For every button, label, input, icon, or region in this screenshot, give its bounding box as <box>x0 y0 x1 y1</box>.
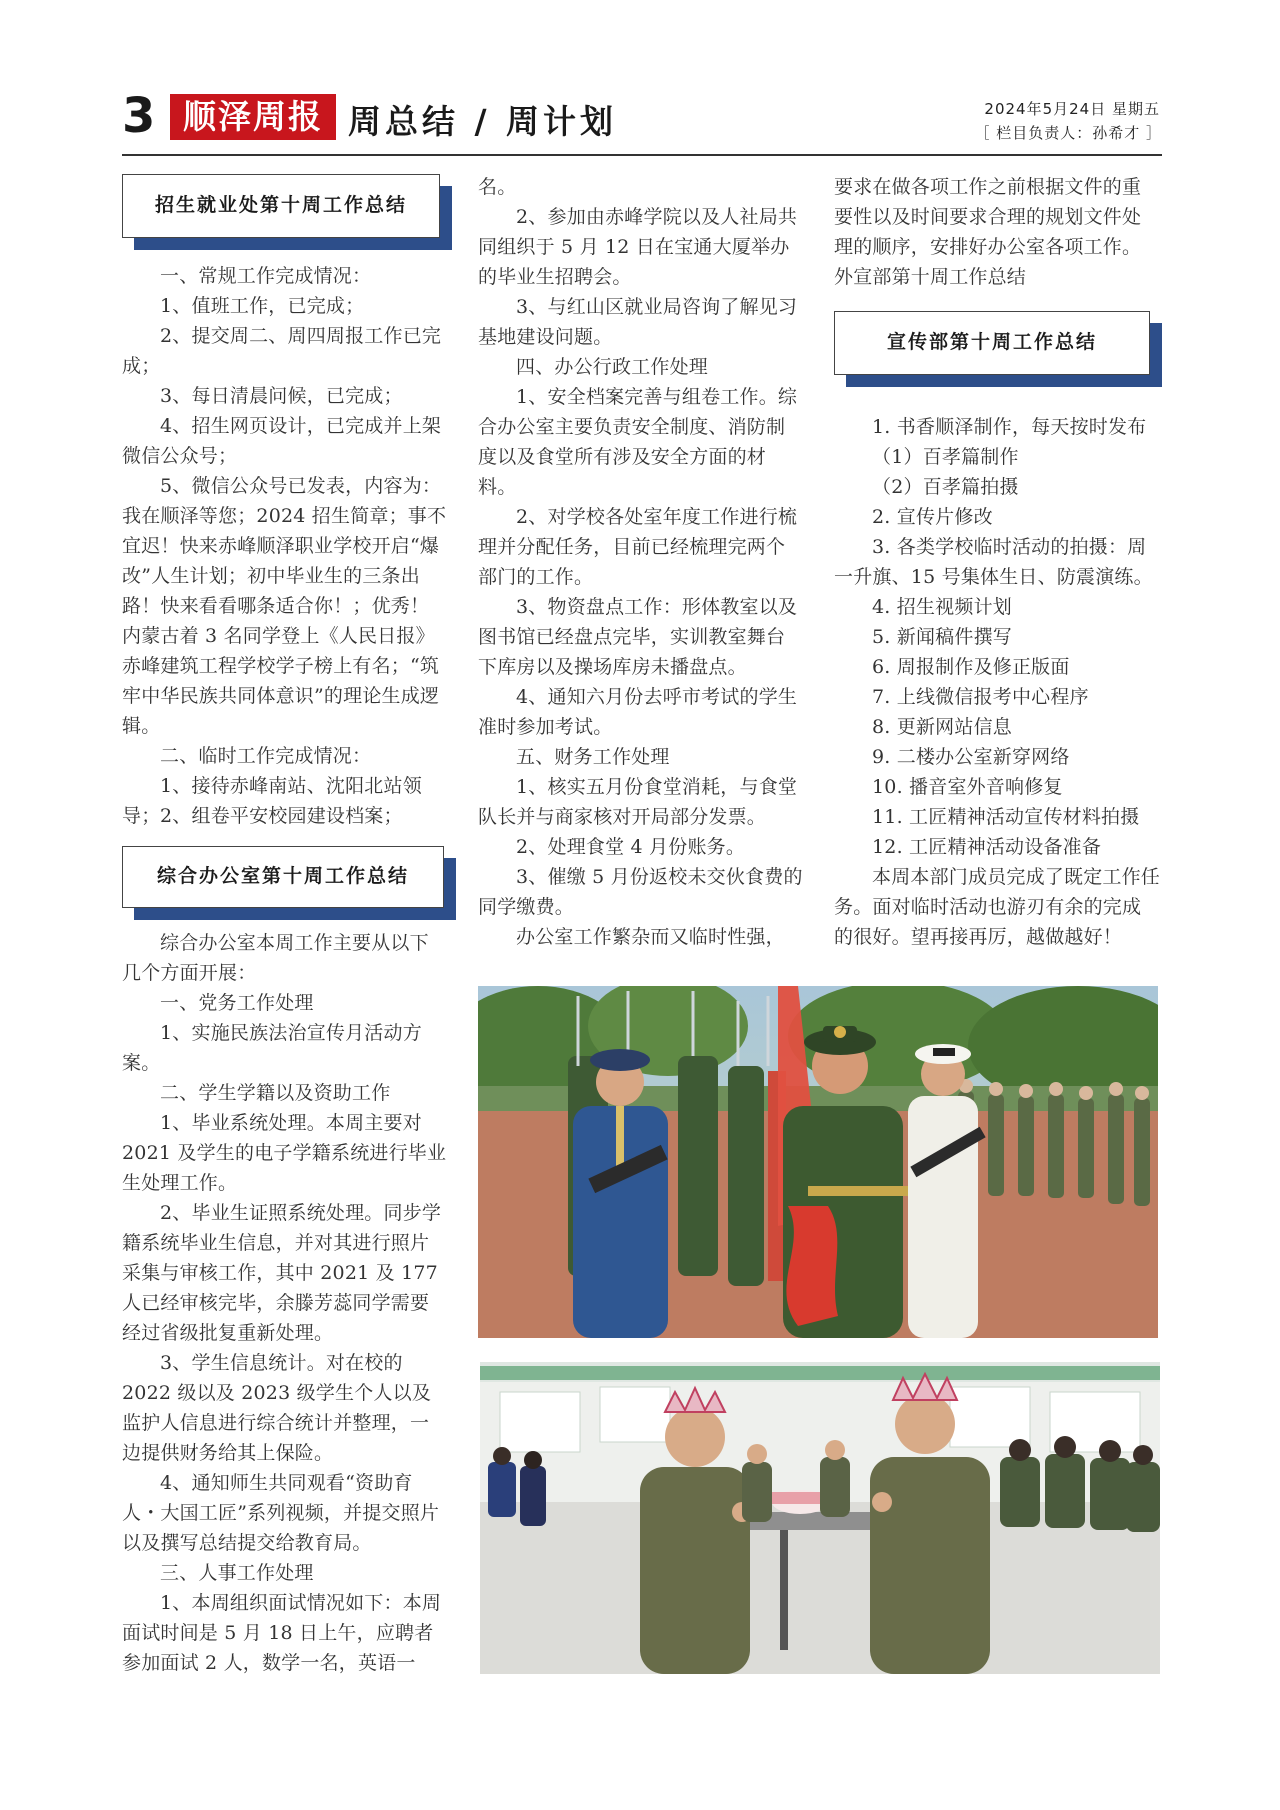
paragraph: 名。 <box>478 176 517 198</box>
paragraph: 一、常规工作完成情况： <box>160 265 372 287</box>
paragraph: 本周本部门成员完成了既定工作任务。面对临时活动也游刃有余的完成的很好。望再接再厉，越做越好！ <box>834 866 1161 948</box>
paragraph: 1、安全档案完善与组卷工作。综合办公室主要负责安全制度、消防制度以及食堂所有涉及安全方面的材料。 <box>478 386 798 498</box>
paragraph: 4、通知师生共同观看“资助育人・大国工匠”系列视频，并提交照片以及撰写总结提交给教育局。 <box>122 1472 440 1554</box>
list-item: 12. 工匠精神活动设备准备 <box>872 836 1102 858</box>
paragraph: 1、值班工作，已完成； <box>160 295 365 317</box>
list-item: 4. 招生视频计划 <box>872 596 1012 618</box>
paragraph: 外宣部第十周工作总结 <box>834 266 1027 288</box>
paragraph: 综合办公室本周工作主要从以下几个方面开展： <box>122 932 429 984</box>
list-item: 8. 更新网站信息 <box>872 716 1012 738</box>
list-item: 7. 上线微信报考中心程序 <box>872 686 1089 708</box>
list-item: 3. 各类学校临时活动的拍摄：周一升旗、15 号集体生日、防震演练。 <box>834 536 1153 588</box>
masthead-logo: 顺泽周报 <box>170 94 336 140</box>
section-box-publicity <box>834 311 1150 375</box>
paragraph: 二、学生学籍以及资助工作 <box>160 1082 391 1104</box>
photo-flag-guard-parade <box>478 986 1158 1338</box>
paragraph: 2、提交周二、周四周报工作已完成； <box>122 325 442 377</box>
paragraph: 一、党务工作处理 <box>160 992 314 1014</box>
list-item: 5. 新闻稿件撰写 <box>872 626 1012 648</box>
paragraph: 2、组卷平安校园建设档案； <box>160 805 403 827</box>
paragraph: 3、每日清晨问候，已完成； <box>160 385 403 407</box>
paragraph: 1、毕业系统处理。本周主要对 2021 及学生的电子学籍系统进行毕业生处理工作。 <box>122 1112 447 1194</box>
section-heading-publicity: 宣传部第十周工作总结 <box>834 311 1150 375</box>
page-number: 3 <box>122 88 156 144</box>
paragraph: 要求在做各项工作之前根据文件的重要性以及时间要求合理的规划文件处理的顺序，安排好办公室各项工作。 <box>834 176 1142 258</box>
paragraph: 2、对学校各处室年度工作进行梳理并分配任务，目前已经梳理完两个部门的工作。 <box>478 506 798 588</box>
list-item: 1. 书香顺泽制作，每天按时发布 <box>872 416 1147 438</box>
paragraph: 1、接待赤峰南站、沈阳北站领导； <box>122 775 422 827</box>
section-box-office <box>122 846 444 908</box>
paragraph: 2、毕业生证照系统处理。同步学籍系统毕业生信息，并对其进行照片采集与审核工作，其中 2021 及 177 人已经审核完毕，余滕芳蕊同学需要经过省级批复重新处理。 <box>122 1202 442 1344</box>
list-item: 2. 宣传片修改 <box>872 506 993 528</box>
paragraph: 4、招生网页设计，已完成并上架微信公众号； <box>122 415 442 467</box>
paragraph: 3、物资盘点工作：形体教室以及图书馆已经盘点完毕，实训教室舞台下库房以及操场库房未播盘点。 <box>478 596 798 678</box>
paragraph: 办公室工作繁杂而又临时性强， <box>516 926 785 948</box>
header-divider <box>122 154 1162 156</box>
paragraph: 二、临时工作完成情况： <box>160 745 372 767</box>
list-item: 6. 周报制作及修正版面 <box>872 656 1070 678</box>
paragraph: 3、与红山区就业局咨询了解见习基地建设问题。 <box>478 296 798 348</box>
paragraph: 2、处理食堂 4 月份账务。 <box>516 836 746 858</box>
photo-group-birthday <box>480 1362 1160 1674</box>
issue-date: 2024年5月24日 星期五 <box>984 100 1160 118</box>
list-item: （1）百孝篇制作 <box>872 446 1019 468</box>
paragraph: 1、本周组织面试情况如下：本周面试时间是 5 月 18 日上午，应聘者参加面试 2 人，数学一名，英语一 <box>122 1592 442 1674</box>
section-heading-office: 综合办公室第十周工作总结 <box>122 846 444 908</box>
paragraph: 5、微信公众号已发表，内容为：我在顺泽等您；2024 招生简章；事不宜迟！快来赤峰顺泽职业学校开启“爆改”人生计划；初中毕业生的三条出路！快来看看哪条适合你！；优秀！内蒙古着 3 名同学登上《人民日报》赤峰建筑工程学校学子榜上有名；“筑牢中华民族共同体意识”的理论生成逻辑。 <box>122 475 447 737</box>
section-title: 周总结 / 周计划 <box>348 102 618 141</box>
paragraph: 三、人事工作处理 <box>160 1562 314 1584</box>
paragraph: 1、实施民族法治宣传月活动方案。 <box>122 1022 422 1074</box>
paragraph: 3、催缴 5 月份返校未交伙食费的同学缴费。 <box>478 866 803 918</box>
paragraph: 五、财务工作处理 <box>516 746 670 768</box>
list-item: （2）百孝篇拍摄 <box>872 476 1019 498</box>
list-item: 9. 二楼办公室新穿网络 <box>872 746 1070 768</box>
paragraph: 2、参加由赤峰学院以及人社局共同组织于 5 月 12 日在宝通大厦举办的毕业生招聘会。 <box>478 206 798 288</box>
paragraph: 1、核实五月份食堂消耗，与食堂队长并与商家核对开局部分发票。 <box>478 776 798 828</box>
list-item: 10. 播音室外音响修复 <box>872 776 1063 798</box>
paragraph: 3、学生信息统计。对在校的 2022 级以及 2023 级学生个人以及监护人信息进行综合统计并整理，一边提供财务给其上保险。 <box>122 1352 432 1464</box>
paragraph: 4、通知六月份去呼市考试的学生准时参加考试。 <box>478 686 798 738</box>
list-item: 11. 工匠精神活动宣传材料拍摄 <box>872 806 1140 828</box>
page-header <box>122 88 1162 154</box>
column-editor: ［ 栏目负责人：孙希才 ］ <box>974 124 1162 142</box>
section-box-enrollment <box>122 174 440 238</box>
section-heading-enrollment: 招生就业处第十周工作总结 <box>122 174 440 238</box>
paragraph: 四、办公行政工作处理 <box>516 356 709 378</box>
